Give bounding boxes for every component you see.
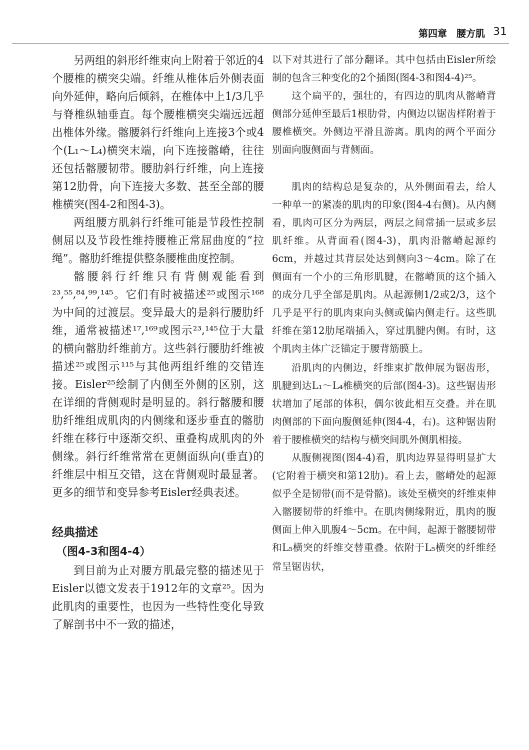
page-number: 31 bbox=[493, 25, 507, 38]
right-column bbox=[272, 52, 496, 577]
paragraph: 沿肌肉的内侧边，纤维束扩散伸展为锯齿形，肌腱到达L₁～L₄椎横突的后部(图4-3)。这些锯齿形状增加了尾部的体积，偶尔彼此相互交叠。并在肌肉侧部的下面向腹侧延伸(图4-4，右)。这种锯齿附着于腰椎横突的结构与横突间肌外侧肌相接。 bbox=[272, 362, 496, 446]
header-rule bbox=[12, 43, 509, 44]
paragraph: 以下对其进行了部分翻译。其中包括由Eisler所绘制的包含三种变化的2个插图(图4-3和图4-4)²⁵。 bbox=[272, 55, 496, 85]
paragraph: 髂腰斜行纤维只有背侧观能看到²³,⁵⁵,⁸⁴,⁹⁹,¹⁴⁵。它们有时被描述²⁵或图示¹⁶⁸为中间的过渡层。变异最大的是斜行腰肋纤维，通常被描述¹⁷,¹⁶⁹或图示²³,¹⁴⁵位于大量的横向髂肋纤维前方。这些斜行腰肋纤维被描述²⁵或图示¹¹⁵与其他两组纤维的交错连接。Eisler²⁵绘制了内侧至外侧的区别，这在详细的背侧观时是明显的。斜行髂腰和腰肋纤维组成肌肉的内侧缘和逐步垂直的髂肋纤维在移行中逐渐交织、重叠构成肌肉的外侧缘。斜行纤维常常在更侧面纵向(垂直)的纤维层中相互交错，这在背侧观时最显著。更多的细节和变异参考Eisler经典表述。 bbox=[52, 270, 264, 499]
section-subtitle: （图4-3和图4-4） bbox=[56, 545, 151, 558]
left-column bbox=[52, 52, 264, 634]
paragraph: 这个扁平的，强壮的，有四边的肌肉从髂嵴背侧部分延伸至最后1根肋骨，内侧边以锯齿样附着于腰椎横突。外侧边平滑且游离。肌肉的两个平面分别面向腹侧面与背侧面。 bbox=[272, 91, 496, 157]
spacer bbox=[272, 161, 496, 179]
page-header bbox=[0, 24, 529, 44]
paragraph: 两组腰方肌斜行纤维可能是节段性控制侧屈以及节段性维持腰椎正常屈曲度的“拉绳”。髂肋纤维提供整条腰椎曲度控制。 bbox=[52, 216, 264, 265]
paragraph: 到目前为止对腰方肌最完整的描述见于Eisler以德文发表于1912年的文章²⁵。因为此肌肉的重要性，也因为一些特性变化导致了解剖书中不一致的描述， bbox=[52, 564, 264, 631]
paragraph: 另两组的斜形纤维束向上附着于邻近的4个腰椎的横突尖端。纤维从椎体后外侧表面向外延伸，略向后倾斜，在椎体中上1/3几乎与脊椎纵轴垂直。每个腰椎横突尖端远远超出椎体外缘。髂腰斜行纤维向上连接3个或4个(L₁～L₄)横突末端，向下连接髂嵴，往往还包括髂腰韧带。腰肋斜行纤维，向上连接第12肋骨，向下连接大多数、甚至全部的腰椎横突(图4-2和图4-3)。 bbox=[52, 54, 265, 211]
section-title: 经典描述 bbox=[52, 525, 98, 539]
paragraph: 从腹侧视图(图4-4)看，肌肉边界显得明显扩大(它附着于横突和第12肋)。看上去，髂嵴处的起源似乎全是韧带(而不是骨骼)。该处至横突的纤维束伸入髂腰韧带的纤维中。在肌肉侧缘附近，肌肉的腹侧面上伸入肌腹4～5cm。在中间，起源于髂腰韧带和L₅横突的纤维交替重叠。依附于L₅横突的纤维经常呈锯齿状， bbox=[272, 452, 496, 573]
chapter-title: 第四章 腰方肌 bbox=[418, 29, 485, 40]
paragraph: 肌肉的结构总是复杂的，从外侧面看去，给人一种单一的紧凑的肌肉的印象(图4-4右侧)。从内侧看，肌肉可区分为两层，两层之间常插一层或多层肌纤维。从背面看(图4-3)，肌肉沿髂嵴起源约6cm，并越过其背层处达到侧向3～4cm。除了在侧面有一个小的三角形肌腱，在髂嵴顶的这个插入的成分几乎全部是肌肉。从起源侧1/2或2/3，这个几乎是平行的肌肉束向头侧或偏内侧走行。这些肌纤维在第12肋尾端插入，穿过肌腱内侧。有时，这个肌肉主体广泛锚定于腰背筋膜上。 bbox=[272, 181, 496, 356]
